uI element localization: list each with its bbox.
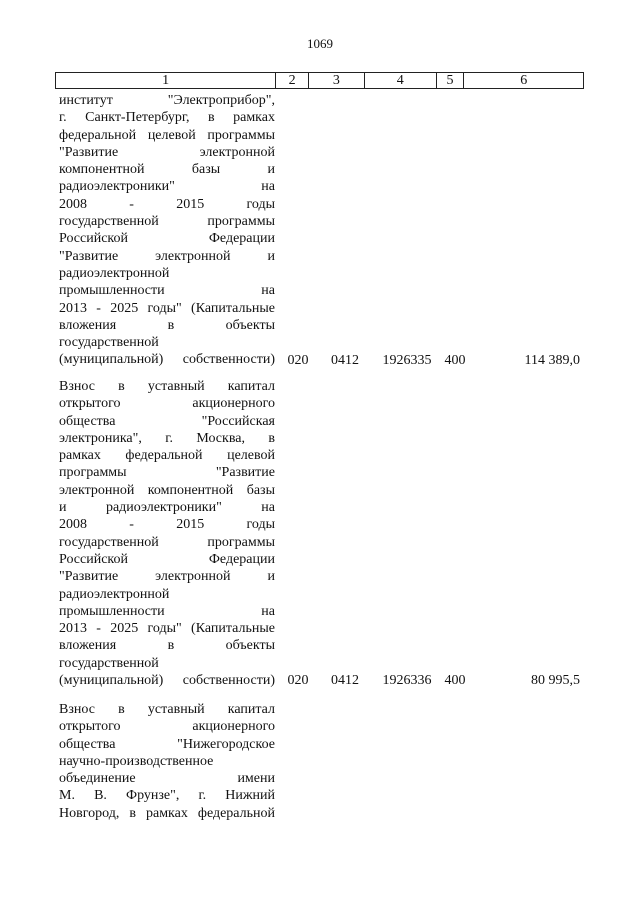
description-line: и радиоэлектроники" на	[59, 500, 275, 516]
description-line: Российской Федерации	[59, 551, 275, 567]
row-description	[59, 378, 275, 689]
description-line: "Развитие электронной и	[59, 569, 275, 585]
description-line: вложения в объекты	[59, 317, 275, 333]
description-line: открытого акционерного	[59, 719, 275, 735]
description-line: 2008 - 2015 годы	[59, 196, 275, 212]
target-article-code: 1926336	[382, 673, 432, 689]
description-line: промышленности на	[59, 603, 275, 619]
description-line: научно-производственное	[59, 753, 214, 769]
header-col-2: 2	[276, 73, 309, 88]
header-col-4: 4	[365, 73, 437, 88]
description-line: 2013 - 2025 годы" (Капитальные	[59, 300, 275, 316]
description-line: Новгород, в рамках федеральной	[59, 805, 275, 821]
description-line: общества "Нижегородское	[59, 736, 275, 752]
description-line: общества "Российская	[59, 413, 275, 429]
description-line: г. Санкт-Петербург, в рамках	[59, 110, 275, 126]
table-row	[55, 378, 584, 691]
table-header	[55, 72, 584, 89]
header-col-5: 5	[437, 73, 465, 88]
target-article-code: 1926335	[382, 352, 432, 368]
expense-type-code: 400	[444, 673, 466, 689]
description-line: объединение имени	[59, 771, 275, 787]
amount-value: 114 389,0	[524, 352, 580, 368]
description-line: "Развитие электронной и	[59, 248, 275, 264]
description-line: государственной программы	[59, 534, 275, 550]
section-code: 0412	[331, 673, 359, 689]
description-line: государственной программы	[59, 214, 275, 230]
description-line: федеральной целевой программы	[59, 127, 275, 143]
description-line: Российской Федерации	[59, 231, 275, 247]
description-line: Взнос в уставный капитал	[59, 702, 275, 717]
table-row	[55, 92, 584, 371]
ministry-code: 020	[287, 673, 309, 689]
page-number: 1069	[307, 36, 333, 51]
expense-type-code: 400	[444, 352, 466, 368]
description-line: "Развитие электронной	[59, 144, 275, 160]
description-line: вложения в объекты	[59, 638, 275, 654]
header-col-6: 6	[520, 73, 528, 88]
amount-value: 80 995,5	[531, 673, 580, 689]
table-row	[55, 701, 584, 824]
row-values	[55, 672, 584, 689]
header-col-1: 1	[56, 73, 276, 88]
description-line: радиоэлектроники" на	[59, 179, 275, 195]
description-line: электроника", г. Москва, в	[59, 430, 275, 446]
description-line: государственной	[59, 335, 159, 351]
section-code: 0412	[331, 352, 359, 368]
header-col-3: 3	[309, 73, 365, 88]
row-description	[59, 92, 275, 369]
description-line: (муниципальной) собственности)	[59, 673, 275, 689]
description-line: Взнос в уставный капитал	[59, 379, 275, 394]
description-line: радиоэлектронной	[59, 586, 170, 602]
description-line: компонентной базы и	[59, 162, 275, 178]
description-line: государственной	[59, 655, 159, 671]
description-line: промышленности на	[59, 283, 275, 299]
description-line: институт "Электроприбор",	[59, 93, 275, 108]
description-line: 2008 - 2015 годы	[59, 517, 275, 533]
row-description	[59, 701, 275, 822]
ministry-code: 020	[287, 352, 309, 368]
description-line: программы "Развитие	[59, 465, 275, 481]
description-line: 2013 - 2025 годы" (Капитальные	[59, 621, 275, 637]
row-values	[55, 352, 584, 369]
description-line: (муниципальной) собственности)	[59, 352, 275, 368]
description-line: открытого акционерного	[59, 396, 275, 412]
description-line: радиоэлектронной	[59, 265, 170, 281]
description-line: рамках федеральной целевой	[59, 448, 275, 464]
description-line: М. В. Фрунзе", г. Нижний	[59, 788, 275, 804]
description-line: электронной компонентной базы	[59, 482, 275, 498]
